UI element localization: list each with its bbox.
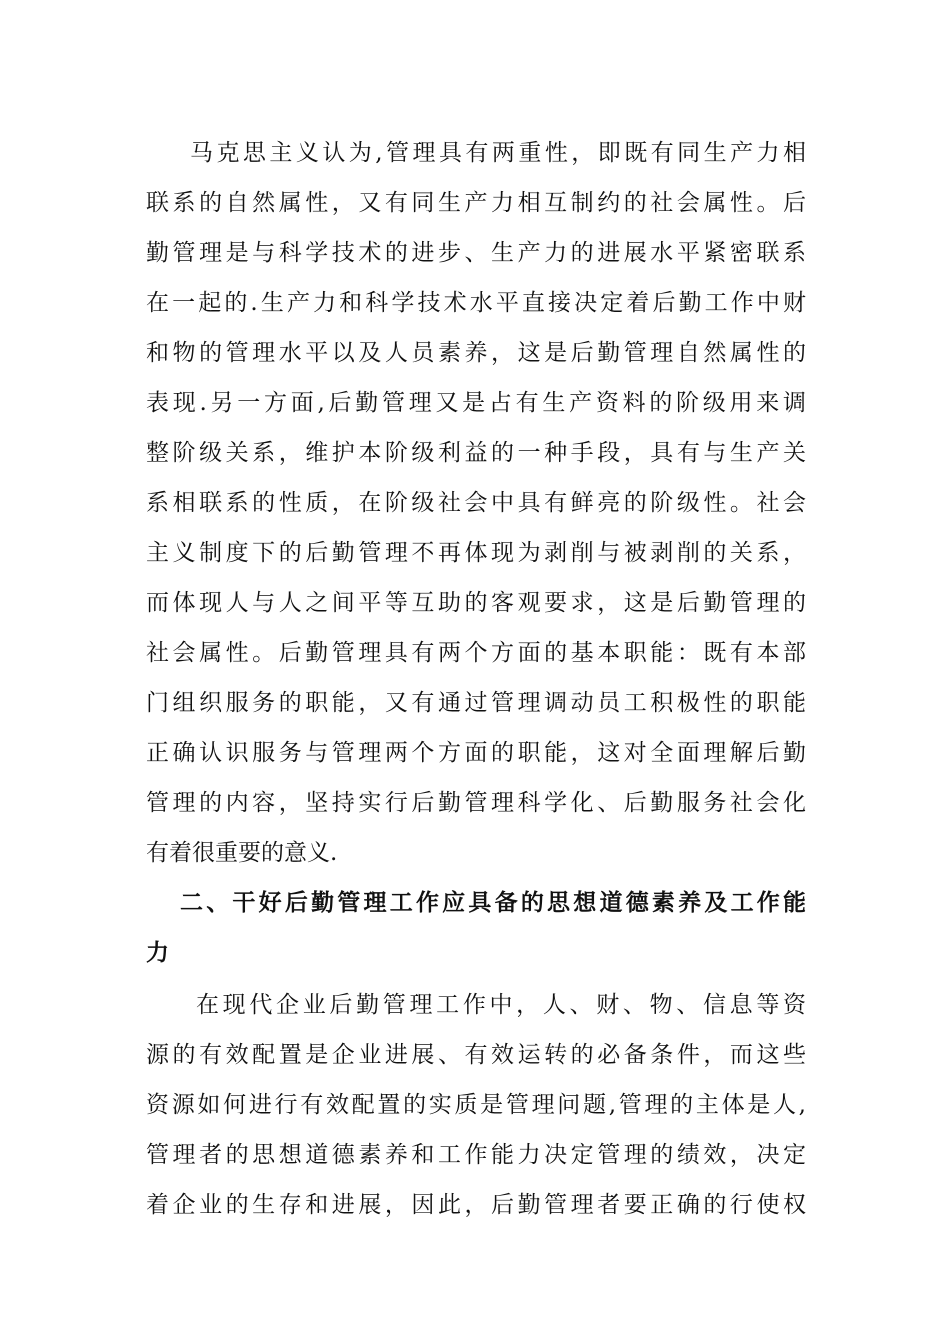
section-heading-line-2: 力 [146,940,169,966]
paragraph-1-line-14: 管理的内容，坚持实行后勤管理科学化、后勤服务社会化 [146,790,806,816]
paragraph-1-line-10: 而体现人与人之间平等互助的客观要求，这是后勤管理的 [146,590,806,616]
paragraph-1-line-13: 正确认识服务与管理两个方面的职能，这对全面理解后勤 [146,740,806,766]
paragraph-2-line-4: 管理者的思想道德素养和工作能力决定管理的绩效，决定 [146,1142,806,1168]
paragraph-1-line-15: 有着很重要的意义. [146,840,338,866]
section-heading-line-1: 二、干好后勤管理工作应具备的思想道德素养及工作能 [180,890,806,916]
paragraph-1-line-5: 和物的管理水平以及人员素养，这是后勤管理自然属性的 [146,340,806,366]
paragraph-1-line-8: 系相联系的性质，在阶级社会中具有鲜亮的阶级性。社会 [146,490,806,516]
paragraph-2-line-5: 着企业的生存和进展，因此，后勤管理者要正确的行使权 [146,1192,806,1218]
paragraph-1-line-9: 主义制度下的后勤管理不再体现为剥削与被剥削的关系， [146,540,806,566]
paragraph-1-line-4: 在一起的.生产力和科学技术水平直接决定着后勤工作中财 [146,290,806,316]
paragraph-1-line-3: 勤管理是与科学技术的进步、生产力的进展水平紧密联系 [146,240,806,266]
paragraph-2-line-1: 在现代企业后勤管理工作中，人、财、物、信息等资 [196,992,806,1018]
paragraph-1-line-2: 联系的自然属性，又有同生产力相互制约的社会属性。后 [146,190,806,216]
paragraph-1-line-6: 表现.另一方面,后勤管理又是占有生产资料的阶级用来调 [146,390,806,416]
paragraph-2-line-2: 源的有效配置是企业进展、有效运转的必备条件，而这些 [146,1042,806,1068]
paragraph-1-line-7: 整阶级关系，维护本阶级利益的一种手段，具有与生产关 [146,440,806,466]
paragraph-1-line-11: 社会属性。后勤管理具有两个方面的基本职能：既有本部 [146,640,806,666]
paragraph-1-line-1: 马克思主义认为,管理具有两重性，即既有同生产力相 [190,140,806,166]
paragraph-1-line-12: 门组织服务的职能，又有通过管理调动员工积极性的职能 [146,690,806,716]
paragraph-2-line-3: 资源如何进行有效配置的实质是管理问题,管理的主体是人, [146,1092,806,1118]
